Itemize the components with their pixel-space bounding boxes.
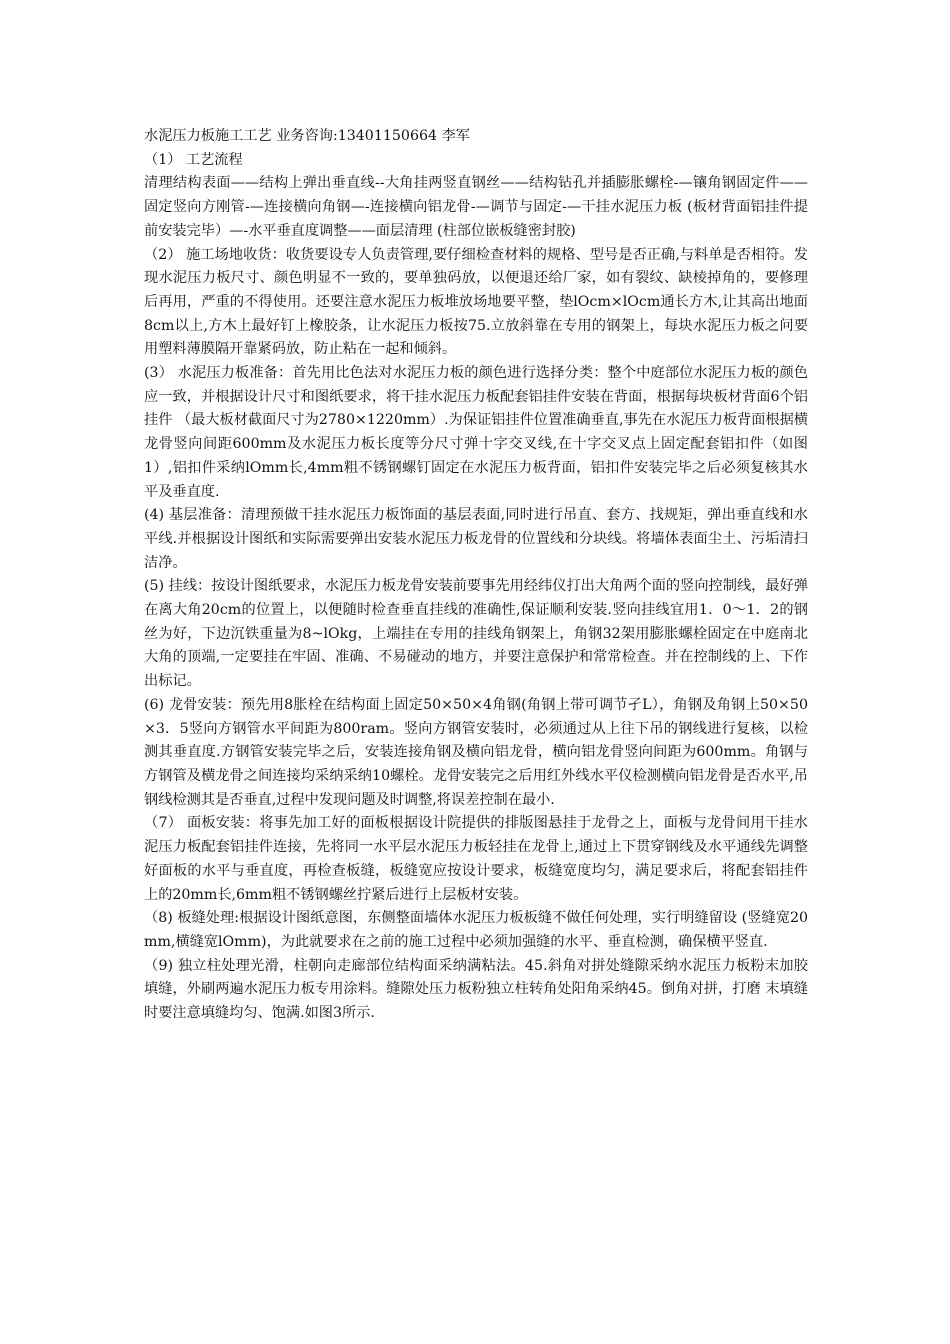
section-9-paragraph: （9) 独立柱处理光滑，柱朝向走廊部位结构面采纳满粘法。45.斜角对拼处缝隙采纳水泥压力板粉末加胶填缝，外刷两遍水泥压力板专用涂料。缝隙处压力板粉独立柱转角处阳角采纳45。倒角对拼，打磨 末填缝时要注意填缝均匀、饱满.如图3所示. — [144, 957, 808, 1022]
section-5-paragraph: (5) 挂线：按设计图纸要求，水泥压力板龙骨安装前要事先用经纬仪打出大角两个面的竖向控制线，最好弹在离大角20cm的位置上，以便随时检查垂直挂线的准确性,保证顺利安装.竖向挂线宜用1．0～1．2的钢丝为好，下边沉铁重量为8~lOkg，上端挂在专用的挂线角钢架上，角钢32架用膨胀螺栓固定在中庭南北大角的顶端,一定要挂在牢固、准确、不易碰动的地方，并要注意保护和常常检查。并在控制线的上、下作出标记。 — [144, 578, 808, 690]
document-title: 水泥压力板施工工艺 业务咨询:13401150664 李军 — [144, 128, 470, 144]
document-body — [144, 125, 808, 1026]
section-4-paragraph: (4) 基层准备：清理预做干挂水泥压力板饰面的基层表面,同时进行吊直、套方、找规矩，弹出垂直线和水平线.并根据设计图纸和实际需要弹出安装水泥压力板龙骨的位置线和分块线。将墙体表面尘土、污垢清扫洁净。 — [144, 507, 808, 571]
section-1-heading: （1） 工艺流程 — [144, 151, 243, 168]
section-3-paragraph: (3） 水泥压力板准备：首先用比色法对水泥压力板的颜色进行选择分类：整个中庭部位水泥压力板的颜色应一致，并根据设计尺寸和图纸要求，将干挂水泥压力板配套铝挂件安装在背面，根据每块板材背面6个铝挂件 （最大板材截面尺寸为2780×1220mm）.为保证铝挂件位置准确垂直,事先在水泥压力板背面根据横龙骨竖向间距600mm及水泥压力板长度等分尺寸弹十字交叉线,在十字交叉点上固定配套铝扣件（如图1）,铝扣件采纳lOmm长,4mm粗不锈钢螺钉固定在水泥压力板背面，铝扣件安装完毕之后必须复核其水平及垂直度. — [144, 365, 808, 500]
section-8-paragraph: （8) 板缝处理:根据设计图纸意图，东侧整面墙体水泥压力板板缝不做任何处理，实行明缝留设 (竖缝宽20mm,横缝宽lOmm)，为此就要求在之前的施工过程中必须加强缝的水平、垂直检测，确保横平竖直. — [144, 910, 808, 950]
section-2-paragraph: （2） 施工场地收货：收货要设专人负责管理,要仔细检查材料的规格、型号是否正确,与料单是否相符。发现水泥压力板尺寸、颜色明显不一致的，要单独码放，以便退还给厂家，如有裂纹、缺棱掉角的，要修理后再用，严重的不得使用。还要注意水泥压力板堆放场地要平整，垫lOcm×lOcm通长方木,让其高出地面8cm以上,方木上最好钉上橡胶条，让水泥压力板按75.立放斜靠在专用的钢架上，每块水泥压力板之问要用塑料薄膜隔开靠紧码放，防止粘在一起和倾斜。 — [144, 246, 808, 358]
section-7-paragraph: （7） 面板安装：将事先加工好的面板根据设计院提供的排版图悬挂于龙骨之上，面板与龙骨间用干挂水泥压力板配套铝挂件连接，先将同一水平层水泥压力板轻挂在龙骨上,通过上下贯穿钢线及水平通线先调整好面板的水平与垂直度，再检查板缝，板缝宽应按设计要求，板缝宽度均匀，满足要求后，将配套铝挂件上的20mm长,6mm粗不锈钢螺丝拧紧后进行上层板材安装。 — [144, 815, 808, 903]
section-6-paragraph: (6) 龙骨安装：预先用8胀栓在结构面上固定50×50×4角钢(角钢上带可调节孑L），角钢及角钢上50×50×3．5竖向方钢管水平间距为800ram。竖向方钢管安装时，必须通过从上往下吊的钢线进行复核，以检测其垂直度.方钢管安装完毕之后，安装连接角钢及横向铝龙骨，横向铝龙骨竖向间距为600mm。角钢与方钢管及横龙骨之间连接均采纳采纳10螺栓。龙骨安装完之后用红外线水平仪检测横向铝龙骨是否水平,吊钢线检测其是否垂直,过程中发现问题及时调整,将误差控制在最小. — [144, 696, 808, 808]
process-flow-paragraph: 清理结构表面——结构上弹出垂直线--大角挂两竖直钢丝——结构钻孔并插膨胀螺栓-—镶角钢固定件——固定竖向方刚管-—连接横向角钢—-连接横向铝龙骨-—调节与固定-—干挂水泥压力板 (板材背面铝挂件提前安装完毕）—-水平垂直度调整——面层清理 (柱部位嵌板缝密封胶) — [144, 175, 808, 239]
